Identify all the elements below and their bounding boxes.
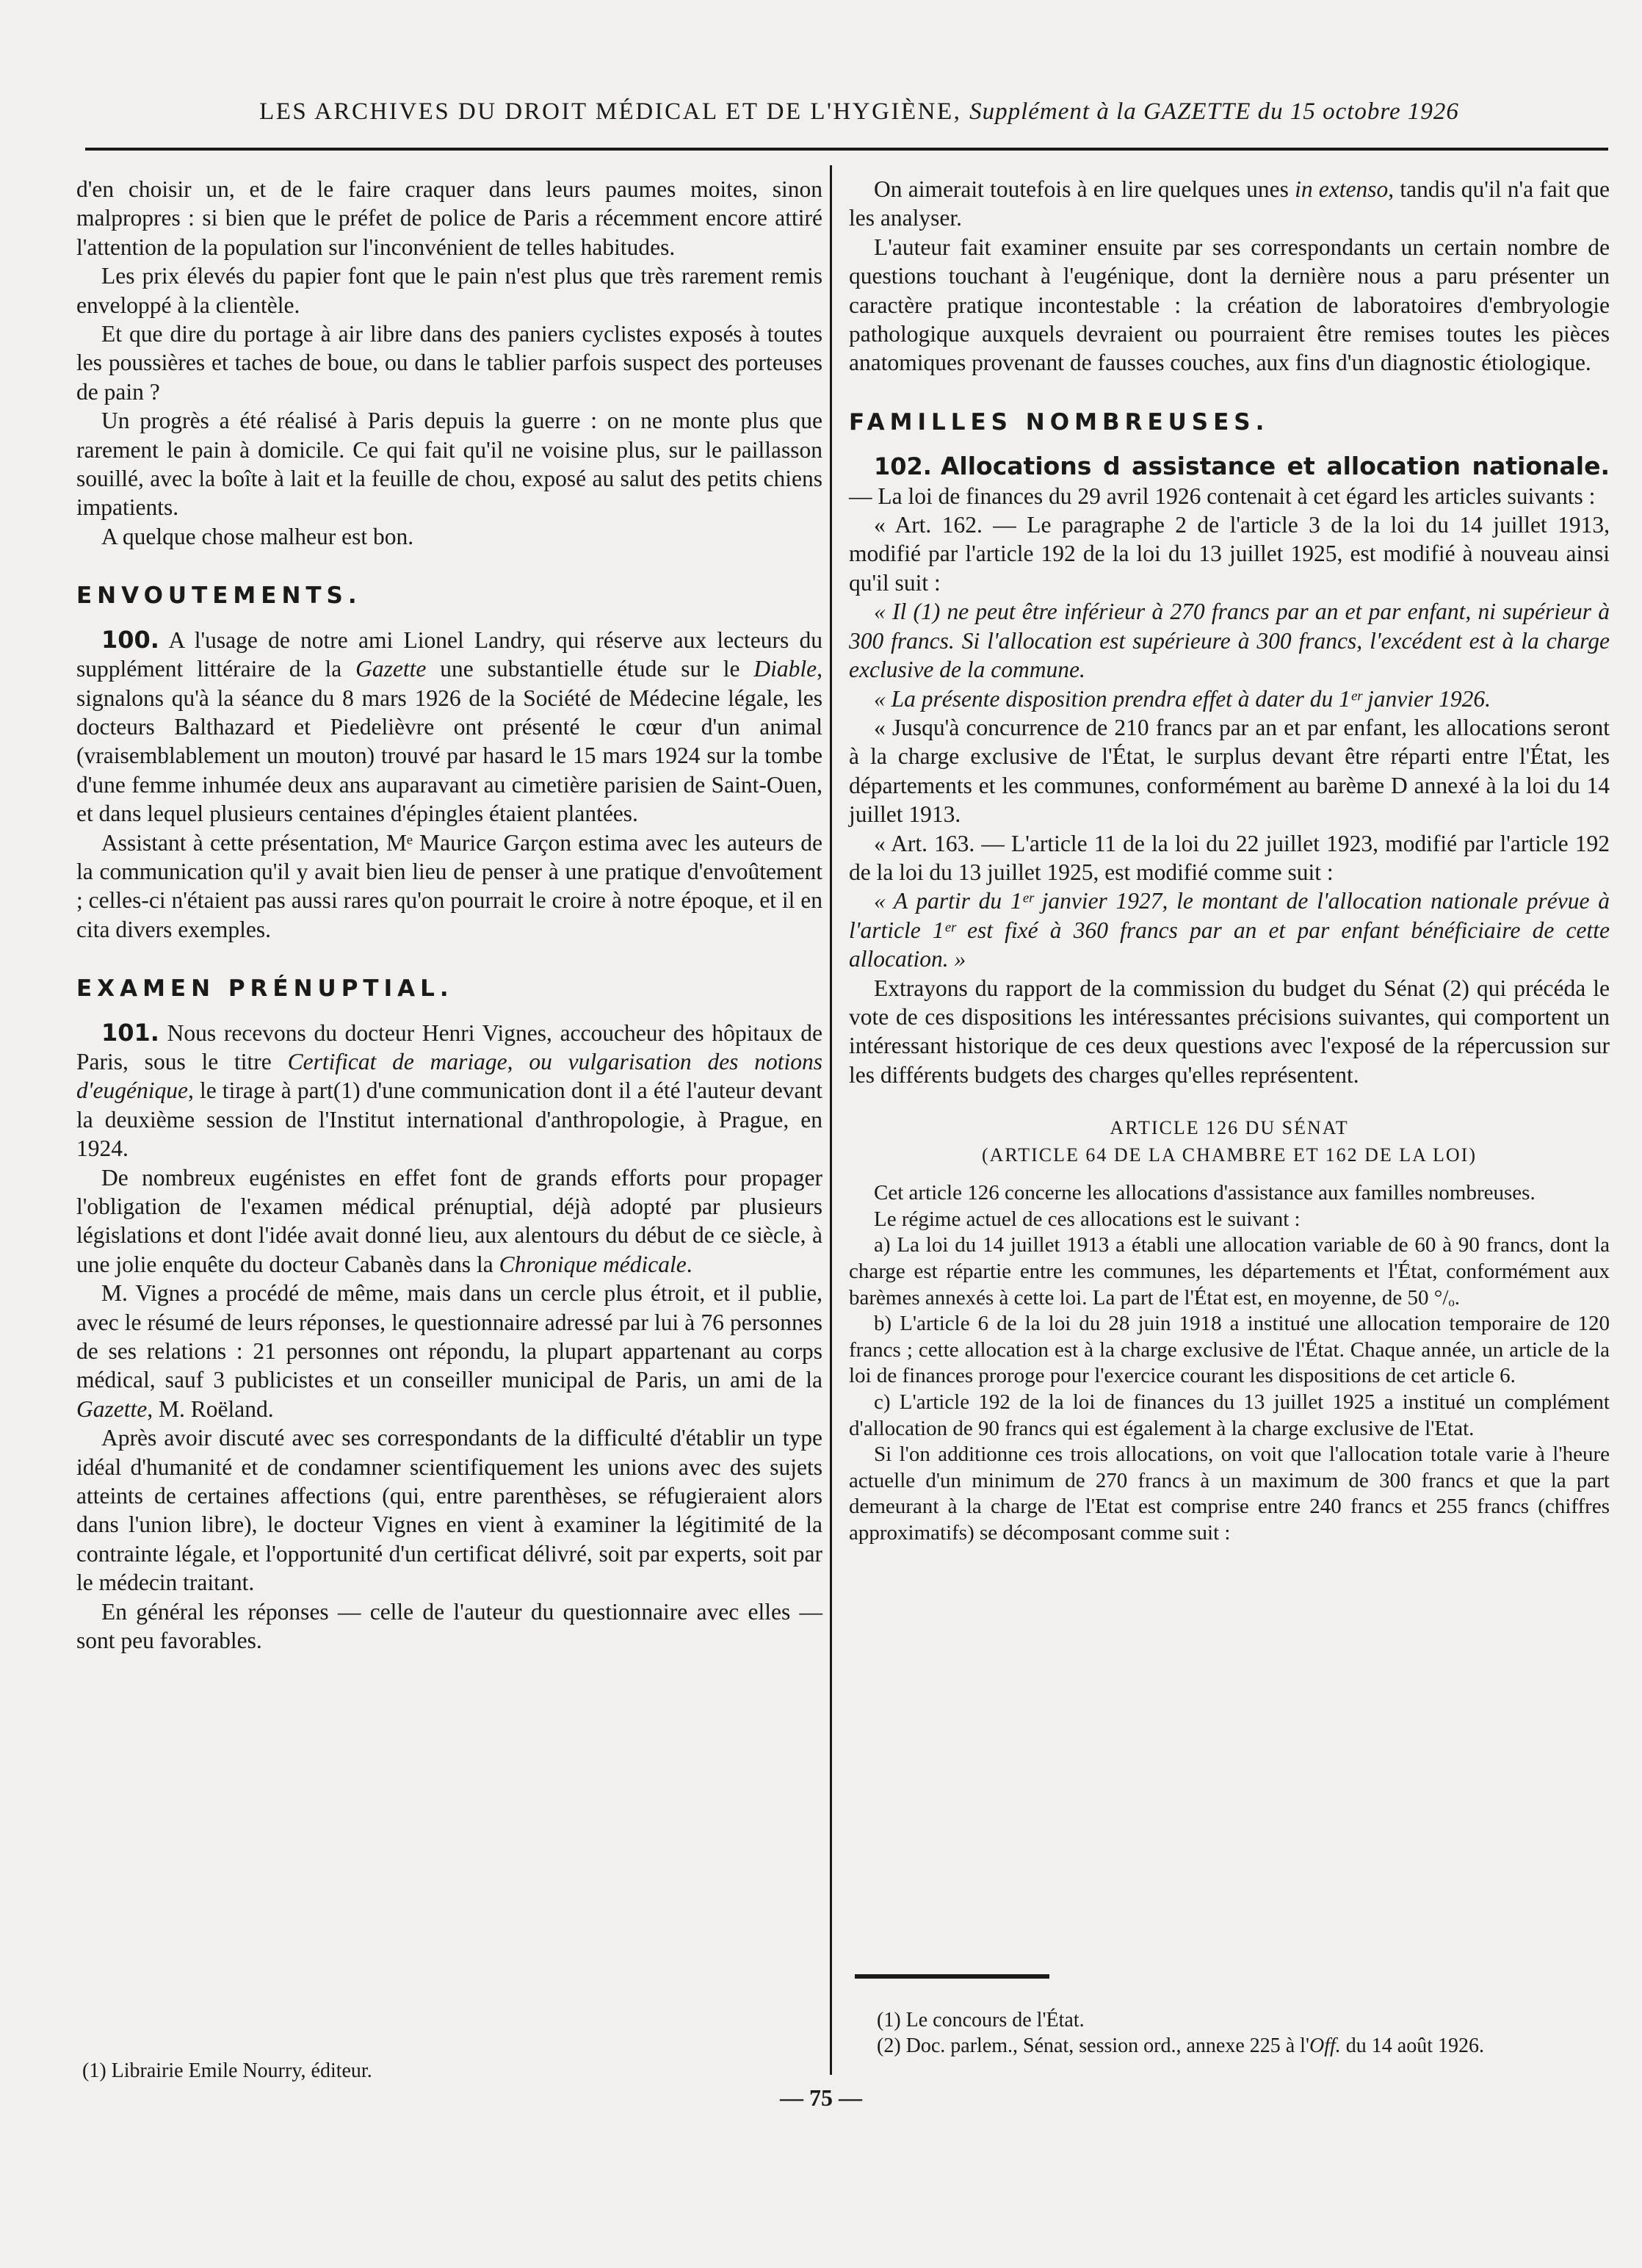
text-run-italic: Gazette — [76, 1395, 148, 1422]
header-supplement: Supplément à la GAZETTE du 15 octobre 1926 — [969, 98, 1459, 125]
paragraph — [849, 175, 1610, 233]
subhead-line: ARTICLE 126 DU SÉNAT — [1110, 1117, 1349, 1139]
text-run: — La loi de finances du 29 avril 1926 contenait à cet égard les articles suivants : — [849, 483, 1596, 509]
text-run-italic: Gazette — [355, 656, 427, 682]
paragraph: Un progrès a été réalisé à Paris depuis la guerre : on ne monte plus que rarement le pain à domicile. Ce qui fait qu'il ne voisine plus, sur le paillasson souillé, avec la boîte à lait et la feuille de chou, exposé au salut des petits chiens impatients. — [76, 408, 822, 521]
text-run-italic: « La présente disposition prendra effet à dater du 1ᵉʳ janvier 1926. — [874, 685, 1491, 712]
text-run-italic: « A partir du 1ᵉʳ janvier 1927, le montant de l'allocation nationale prévue à l'article 1ᵉʳ est fixé à 360 francs par an et par enfant bénéficiaire de cette allocation. » — [849, 888, 1610, 972]
text-run: M. Vignes a procédé de même, mais dans un cercle plus étroit, et il publie, avec le résumé de leurs réponses, le questionnaire adressé par lui à 76 personnes de ses relations : 21 personnes ont répondu, la plupart appartenant au corps médical, sauf 3 publicistes et un conseiller municipal de Paris, un ami de la — [76, 1280, 822, 1393]
paragraph: d'en choisir un, et de le faire craquer dans leurs paumes moites, sinon malpropres : si bien que le préfet de police de Paris a récemment encore attiré l'attention de la population sur l'inconvénient de telles habitudes. — [76, 176, 822, 260]
text-run-italic: Off. — [1309, 2034, 1341, 2057]
text-run: , tandis qu'il n'a fait que les analyser. — [849, 176, 1610, 231]
paragraph: « Art. 163. — L'article 11 de la loi du 22 juillet 1923, modifié par l'article 192 de la loi du 13 juillet 1925, est modifié comme suit : — [849, 830, 1610, 885]
paragraph: Le régime actuel de ces allocations est le suivant : — [874, 1207, 1301, 1231]
paragraph: b) L'article 6 de la loi du 28 juin 1918 a institué une allocation temporaire de 120 francs ; cette allocation est à la charge exclusive de l'État. Chaque année, un article de la loi de finances proroge pour l'exercice courant les dispositions de cet article 6. — [849, 1312, 1610, 1388]
paragraph — [76, 1279, 822, 1423]
text-run: On aimerait toutefois à en lire quelques unes — [874, 176, 1289, 202]
paragraph: Assistant à cette présentation, Mᵉ Maurice Garçon estima avec les auteurs de la communication qu'il y avait bien lieu de penser à une pratique d'envoûtement ; celles-ci n'étaient pas aussi rares qu'on pourrait le croire à notre époque, et il en cita divers exemples. — [76, 829, 822, 942]
paragraph-italic — [849, 597, 1610, 684]
text-run: Nous recevons du docteur Henri Vignes, accoucheur des hôpitaux de Paris, sous le titre — [76, 1019, 823, 1075]
paragraph: Si l'on additionne ces trois allocations, on voit que l'allocation totale varie à l'heure actuelle d'un minimum de 270 francs à un maximum de 300 francs et que la part demeurant à la charge de l'Etat est comprise entre 240 francs et 255 francs (chiffres approximatifs) se décomposant comme suit : — [849, 1442, 1610, 1545]
section-title-envoutements: ENVOUTEMENTS. — [76, 582, 362, 610]
text-run: une substantielle étude sur le — [440, 656, 740, 682]
paragraph: « Art. 162. — Le paragraphe 2 de l'article 3 de la loi du 14 juillet 1913, modifié par l'article 192 de la loi du 13 juillet 1925, est modifié à nouveau ainsi qu'il suit : — [849, 512, 1610, 596]
footnote-left: (1) Librairie Emile Nourry, éditeur. — [82, 2059, 372, 2082]
paragraph — [76, 1163, 822, 1279]
text-run: du 14 août 1926. — [1345, 2034, 1484, 2057]
paragraph: L'auteur fait examiner ensuite par ses correspondants un certain nombre de questions touchant à l'eugénique, dont la dernière nous a paru présenter un caractère pratique incontestable : la création de laboratoires d'embryologie pathologique auxquels devraient ou pourraient être remises toutes les pièces anatomiques provenant de fausses couches, aux fins d'un diagnostic étiologique. — [849, 234, 1610, 376]
text-run: (2) Doc. parlem., Sénat, session ord., annexe 225 à l' — [877, 2034, 1309, 2057]
text-run: , le tirage à part(1) d'une communication dont il a été l'auteur devant la deuxième session de l'Institut international d'anthropologie, à Prague, en 1924. — [76, 1077, 822, 1162]
paragraph: « Jusqu'à concurrence de 210 francs par an et par enfant, les allocations seront à la charge exclusive de l'État, le surplus devant être réparti entre l'État, les départements et les communes, conformément au barème D annexé à la loi du 14 juillet 1913. — [849, 714, 1610, 828]
text-run: , M. Roëland. — [147, 1395, 274, 1422]
text-run: . — [686, 1251, 692, 1277]
item-number: 102. — [874, 452, 932, 481]
paragraph: Après avoir discuté avec ses correspondants de la difficulté d'établir un type idéal d'humanité et de condamner scientifiquement les unions avec des sujets atteints de certaines affections (qui, entre parenthèses, se réfugieraient alors dans l'union libre), le docteur Vignes en vient à examiner la légitimité de la contrainte légale, et l'opportunité d'un certificat délivré, soit par experts, soit par le médecin traitant. — [76, 1425, 822, 1596]
footnote-1: (1) Le concours de l'État. — [877, 2009, 1085, 2032]
text-run: A l'usage de notre ami Lionel Landry, qui réserve aux lecteurs du supplément littéraire de la — [76, 626, 822, 682]
header-journal-title: LES ARCHIVES DU DROIT MÉDICAL ET DE L'HYGIÈNE, — [259, 98, 962, 125]
item-number: 100. — [101, 625, 159, 654]
paragraph — [849, 452, 1610, 510]
paragraph: c) L'article 192 de la loi de finances du 13 juillet 1925 a institué un complément d'allocation de 90 francs qui est également à la charge exclusive de l'Etat. — [849, 1390, 1610, 1440]
section-title-familles-nombreuses: FAMILLES NOMBREUSES. — [849, 408, 1270, 436]
article-heading: Allocations d assistance et allocation nationale. — [940, 452, 1610, 481]
paragraph — [76, 626, 822, 828]
footnotes-right — [855, 2007, 1608, 2059]
paragraph-italic — [849, 685, 1610, 713]
left-column — [76, 175, 822, 1655]
paragraph: Les prix élevés du papier font que le pain n'est plus que très rarement remis enveloppé à la clientèle. — [76, 263, 822, 318]
text-run: , signalons qu'à la séance du 8 mars 1926 de la Société de Médecine légale, les docteurs Balthazard et Piedelièvre ont présenté le cœur d'un animal (vraisemblablement un mouton) trouvé par hasard le 15 mars 1924 sur la tombe d'une femme inhumée deux ans auparavant au cimetière parisien de Saint-Ouen, et dans lequel plusieurs centaines d'épingles étaient plantées. — [76, 656, 822, 827]
page-number: — 75 — — [780, 2084, 862, 2111]
paragraph — [76, 1019, 822, 1163]
right-column — [849, 175, 1610, 1547]
text-run-italic: « Il (1) ne peut être inférieur à 270 francs par an et par enfant, ni supérieur à 300 francs. Si l'allocation est supérieure à 300 francs, l'excédent est à la charge exclusive de la commune. — [849, 599, 1610, 683]
paragraph: Et que dire du portage à air libre dans des paniers cyclistes exposés à toutes les poussières et taches de boue, ou dans le tablier parfois suspect des porteuses de pain ? — [76, 321, 822, 405]
paragraph: A quelque chose malheur est bon. — [101, 523, 414, 549]
section-title-examen-prenuptial: EXAMEN PRÉNUPTIAL. — [76, 975, 454, 1003]
subhead-line: (ARTICLE 64 DE LA CHAMBRE ET 162 DE LA LOI) — [982, 1144, 1477, 1166]
text-run-italic: Diable — [753, 656, 817, 682]
item-number: 101. — [101, 1018, 159, 1047]
running-header — [198, 98, 1520, 126]
senate-article-heading — [849, 1114, 1610, 1169]
footnote-rule — [855, 1974, 1049, 1979]
text-run-italic: in extenso — [1295, 176, 1389, 202]
text-run: De nombreux eugénistes en effet font de grands efforts pour propager l'obligation de l'examen médical prénuptial, déjà adopté par plusieurs législations et dont l'idée avait donné lieu, aux alentours du début de ce siècle, à une jolie enquête du docteur Cabanès dans la — [76, 1164, 822, 1277]
footnote-2 — [855, 2033, 1608, 2059]
paragraph: a) La loi du 14 juillet 1913 a établi une allocation variable de 60 à 90 francs, dont la charge est répartie entre les communes, les départements et l'État, conformément aux barèmes annexés à cette loi. La part de l'État est, en moyenne, de 50 °/ₒ. — [849, 1233, 1610, 1310]
column-rule — [830, 165, 832, 2075]
paragraph: Extrayons du rapport de la commission du budget du Sénat (2) qui précéda le vote de ces dispositions les intéressantes précisions suivantes, qui comportent un intéressant historique de ces deux questions avec l'exposé de la répercussion sur les différents budgets des charges qu'elles représentent. — [849, 975, 1610, 1088]
header-rule — [85, 148, 1608, 151]
paragraph: Cet article 126 concerne les allocations d'assistance aux familles nombreuses. — [874, 1181, 1536, 1205]
paragraph-italic — [849, 886, 1610, 973]
text-run-italic: Certificat de mariage, ou vulgarisation des notions d'eugénique — [76, 1048, 822, 1104]
senate-report-extract — [849, 1180, 1610, 1546]
paragraph: En général les réponses — celle de l'auteur du questionnaire avec elles — sont peu favorables. — [76, 1598, 822, 1654]
text-run-italic: Chronique médicale — [499, 1251, 687, 1277]
